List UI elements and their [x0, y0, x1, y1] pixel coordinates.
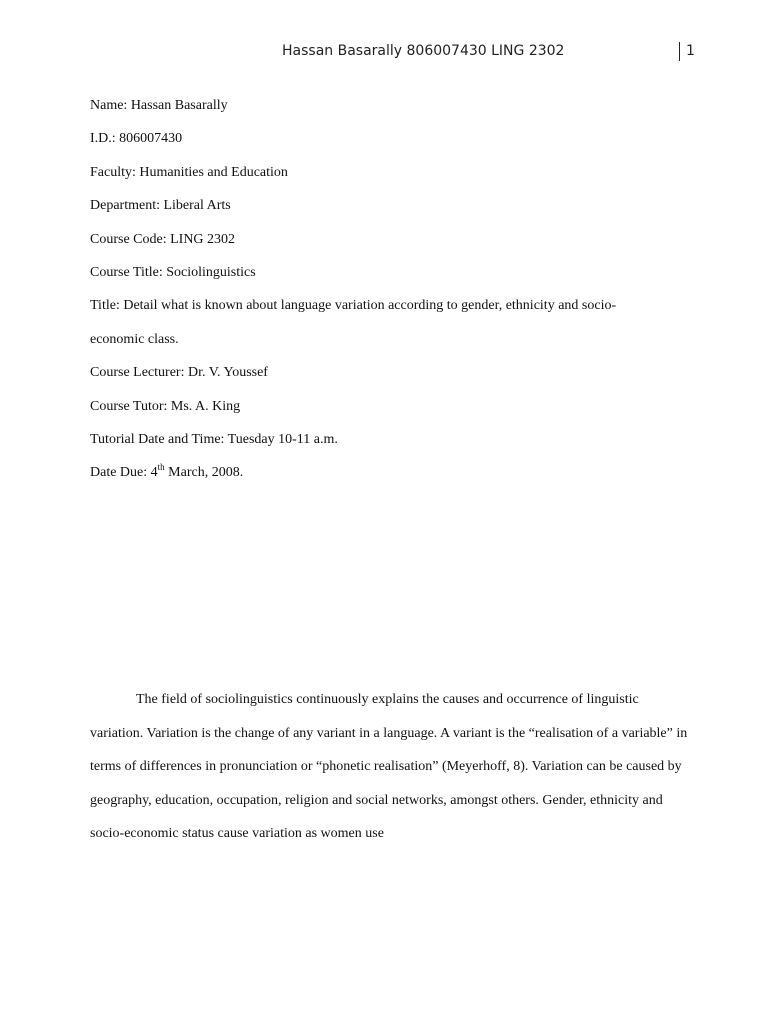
essay-title-line-1: Title: Detail what is known about language variation according to gender, ethnicity and socio-	[90, 298, 617, 314]
student-id: I.D.: 806007430	[90, 131, 183, 147]
course-code: Course Code: LING 2302	[90, 231, 236, 247]
date-due-prefix: Date Due: 4	[90, 465, 158, 481]
cover-details	[90, 89, 690, 490]
body-paragraph: The field of sociolinguistics continuously explains the causes and occurrence of linguistic variation. Variation is the change of any variant in a language. A variant is the “realisation of a variable” in terms of differences in pronunciation or “phonetic realisation” (Meyerhoff, 8). Variation can be caused by geography, education, occupation, religion and social networks, amongst others. Gender, ethnicity and socio-economic status cause variation as women use	[90, 692, 688, 841]
date-due-suffix: March, 2008.	[164, 465, 244, 481]
department: Department: Liberal Arts	[90, 198, 231, 214]
essay-body	[90, 683, 693, 851]
course-tutor: Course Tutor: Ms. A. King	[90, 398, 241, 414]
running-head: Hassan Basarally 806007430 LING 2302	[282, 43, 565, 59]
page-header	[0, 42, 768, 64]
tutorial-date-time: Tutorial Date and Time: Tuesday 10-11 a.m.	[90, 431, 338, 447]
course-title: Course Title: Sociolinguistics	[90, 264, 256, 280]
date-due-ordinal: th	[157, 461, 165, 472]
faculty: Faculty: Humanities and Education	[90, 164, 288, 180]
page-number: 1	[686, 43, 695, 59]
student-name: Name: Hassan Basarally	[90, 98, 228, 113]
header-divider	[679, 42, 680, 61]
essay-title-line-2: economic class.	[90, 331, 179, 347]
course-lecturer: Course Lecturer: Dr. V. Youssef	[90, 365, 268, 381]
date-due	[90, 456, 690, 489]
